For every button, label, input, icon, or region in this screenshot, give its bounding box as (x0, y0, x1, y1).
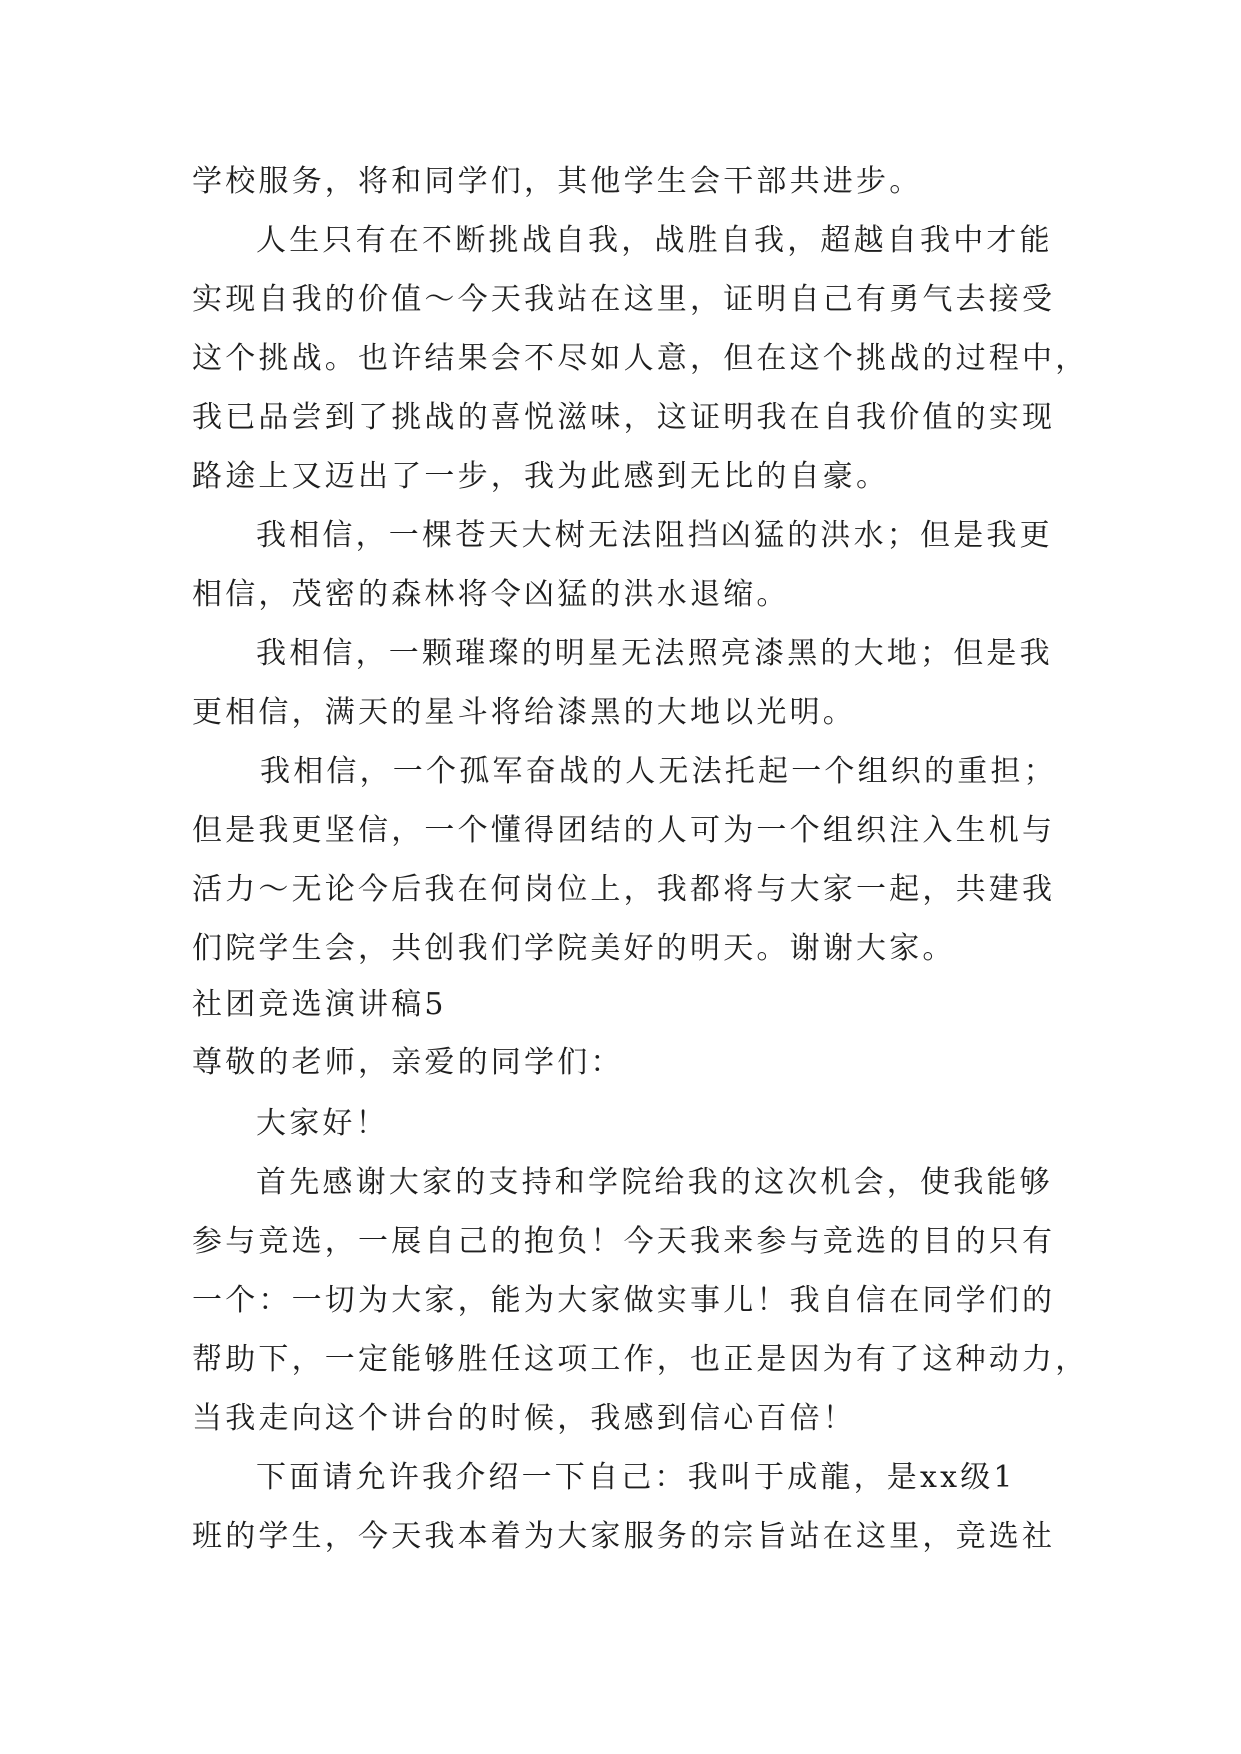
text-line: 我相信，一颗璀璨的明星无法照亮漆黑的大地；但是我 (256, 636, 1053, 671)
text-line: 但是我更坚信，一个懂得团结的人可为一个组织注入生机与 (192, 813, 1056, 848)
text-line: 当我走向这个讲台的时候，我感到信心百倍！ (192, 1401, 856, 1436)
text-line: 帮助下，一定能够胜任这项工作，也正是因为有了这种动力， (192, 1342, 1089, 1377)
text-line: 路途上又迈出了一步，我为此感到无比的自豪。 (192, 459, 890, 494)
text-line: 们院学生会，共创我们学院美好的明天。谢谢大家。 (192, 931, 956, 966)
text-line: 我已品尝到了挑战的喜悦滋味，这证明我在自我价值的实现 (192, 400, 1056, 435)
text-line: 学校服务，将和同学们，其他学生会干部共进步。 (192, 164, 923, 199)
document-body (192, 152, 1089, 1566)
text-line: 我相信，一棵苍天大树无法阻挡凶猛的洪水；但是我更 (256, 518, 1053, 553)
text-line: 班的学生，今天我本着为大家服务的宗旨站在这里，竞选社 (192, 1519, 1056, 1554)
section-heading: 社团竞选演讲稿5 (192, 987, 447, 1022)
text-line: 相信，茂密的森林将令凶猛的洪水退缩。 (192, 577, 790, 612)
text-line: 首先感谢大家的支持和学院给我的这次机会，使我能够 (256, 1165, 1053, 1200)
text-line: 人生只有在不断挑战自我，战胜自我，超越自我中才能 (256, 223, 1053, 258)
text-line: 实现自我的价值～今天我站在这里，证明自己有勇气去接受 (192, 282, 1056, 317)
greeting-line: 大家好！ (256, 1106, 389, 1141)
text-line: 下面请允许我介绍一下自己：我叫于成龍，是xx级1 (256, 1460, 1016, 1495)
salutation-line: 尊敬的老师，亲爱的同学们： (192, 1045, 624, 1080)
text-line: 活力～无论今后我在何岗位上，我都将与大家一起，共建我 (192, 872, 1056, 907)
text-line: 更相信，满天的星斗将给漆黑的大地以光明。 (192, 695, 856, 730)
text-line: 参与竞选，一展自己的抱负！今天我来参与竞选的目的只有 (192, 1224, 1056, 1259)
text-line: 我相信，一个孤军奋战的人无法托起一个组织的重担； (260, 754, 1057, 789)
text-line: 一个：一切为大家，能为大家做实事儿！我自信在同学们的 (192, 1283, 1056, 1318)
text-line: 这个挑战。也许结果会不尽如人意，但在这个挑战的过程中， (192, 341, 1089, 376)
